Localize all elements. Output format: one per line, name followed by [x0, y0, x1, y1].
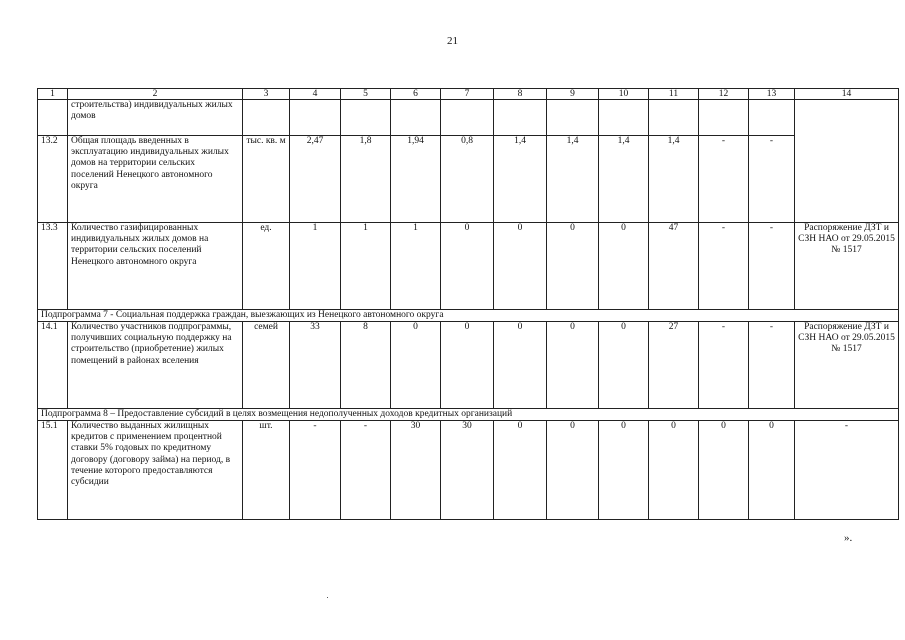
value-cell: -	[290, 421, 341, 520]
source-cell: Распоряжение ДЗТ и СЗН НАО от 29.05.2015 № 1517	[795, 322, 899, 409]
source-cell: -	[795, 421, 899, 520]
value-cell: 0	[494, 322, 547, 409]
table-row	[38, 100, 899, 136]
value-cell: -	[749, 136, 795, 223]
value-cell: -	[749, 322, 795, 409]
indicator-name: строительства) индивидуальных жилых домов	[68, 100, 243, 136]
value-cell: 1	[391, 223, 441, 310]
value-cell: -	[699, 136, 749, 223]
value-cell: 1,94	[391, 136, 441, 223]
indicator-name: Количество выданных жилищных кредитов с применением процентной ставки 5% годовых по кредитному договору (договору займа) на период, в течение которого предоставляются субсидии	[68, 421, 243, 520]
row-number: 13.2	[38, 136, 68, 223]
value-cell: 1	[290, 223, 341, 310]
column-number: 6	[391, 89, 441, 100]
value-cell: 0	[547, 322, 599, 409]
subprogram-heading: Подпрограмма 8 – Предоставление субсидий в целях возмещения недополученных доходов кредитных организаций	[38, 409, 899, 421]
column-number: 3	[243, 89, 290, 100]
value-cell: 0	[441, 322, 494, 409]
unit-cell: тыс. кв. м	[243, 136, 290, 223]
row-number: 14.1	[38, 322, 68, 409]
value-cell: 30	[391, 421, 441, 520]
value-cell: 27	[649, 322, 699, 409]
column-number: 8	[494, 89, 547, 100]
value-cell: 33	[290, 322, 341, 409]
value-cell: 1,4	[649, 136, 699, 223]
column-number: 10	[599, 89, 649, 100]
value-cell: 1	[341, 223, 391, 310]
column-number: 14	[795, 89, 899, 100]
column-number: 9	[547, 89, 599, 100]
column-number: 11	[649, 89, 699, 100]
value-cell: -	[699, 223, 749, 310]
closing-quote: ».	[844, 532, 853, 544]
value-cell: 30	[441, 421, 494, 520]
indicator-name: Количество участников подпрограммы, получивших социальную поддержку на строительство (приобретение) жилых помещений в районах вселения	[68, 322, 243, 409]
value-cell: 2,47	[290, 136, 341, 223]
column-number: 13	[749, 89, 795, 100]
indicators-table	[37, 88, 899, 520]
column-number: 2	[68, 89, 243, 100]
section-row	[38, 310, 899, 322]
value-cell: -	[341, 421, 391, 520]
row-number: 15.1	[38, 421, 68, 520]
value-cell: 0	[494, 223, 547, 310]
value-cell: -	[699, 322, 749, 409]
column-number-row	[38, 89, 899, 100]
source-cell: Распоряжение ДЗТ и СЗН НАО от 29.05.2015 № 1517	[795, 223, 899, 310]
column-number: 7	[441, 89, 494, 100]
value-cell: 8	[341, 322, 391, 409]
value-cell: 0	[441, 223, 494, 310]
value-cell: -	[749, 223, 795, 310]
unit-cell: шт.	[243, 421, 290, 520]
column-number: 12	[699, 89, 749, 100]
indicator-name: Общая площадь введенных в эксплуатацию индивидуальных жилых домов на территории сельских поселений Ненецкого автономного округа	[68, 136, 243, 223]
source-cell	[795, 100, 899, 223]
value-cell: 47	[649, 223, 699, 310]
indicator-name: Количество газифицированных индивидуальных жилых домов на территории сельских поселений Ненецкого автономного округа	[68, 223, 243, 310]
value-cell: 0	[547, 223, 599, 310]
section-row	[38, 409, 899, 421]
value-cell: 0	[599, 421, 649, 520]
value-cell: 0	[494, 421, 547, 520]
table-row	[38, 223, 899, 310]
value-cell: 0	[749, 421, 795, 520]
unit-cell: ед.	[243, 223, 290, 310]
table-row	[38, 136, 899, 223]
unit-cell: семей	[243, 322, 290, 409]
scan-speck	[327, 597, 328, 598]
value-cell: 0	[547, 421, 599, 520]
value-cell: 1,4	[547, 136, 599, 223]
table-row	[38, 421, 899, 520]
table-row	[38, 322, 899, 409]
value-cell: 0,8	[441, 136, 494, 223]
value-cell: 0	[699, 421, 749, 520]
page-number: 21	[447, 35, 458, 47]
row-number: 13.3	[38, 223, 68, 310]
value-cell: 1,4	[494, 136, 547, 223]
value-cell: 1,4	[599, 136, 649, 223]
column-number: 4	[290, 89, 341, 100]
value-cell: 0	[599, 223, 649, 310]
value-cell: 1,8	[341, 136, 391, 223]
column-number: 1	[38, 89, 68, 100]
column-number: 5	[341, 89, 391, 100]
value-cell: 0	[391, 322, 441, 409]
value-cell: 0	[599, 322, 649, 409]
subprogram-heading: Подпрограмма 7 - Социальная поддержка граждан, выезжающих из Ненецкого автономного округа	[38, 310, 899, 322]
value-cell: 0	[649, 421, 699, 520]
